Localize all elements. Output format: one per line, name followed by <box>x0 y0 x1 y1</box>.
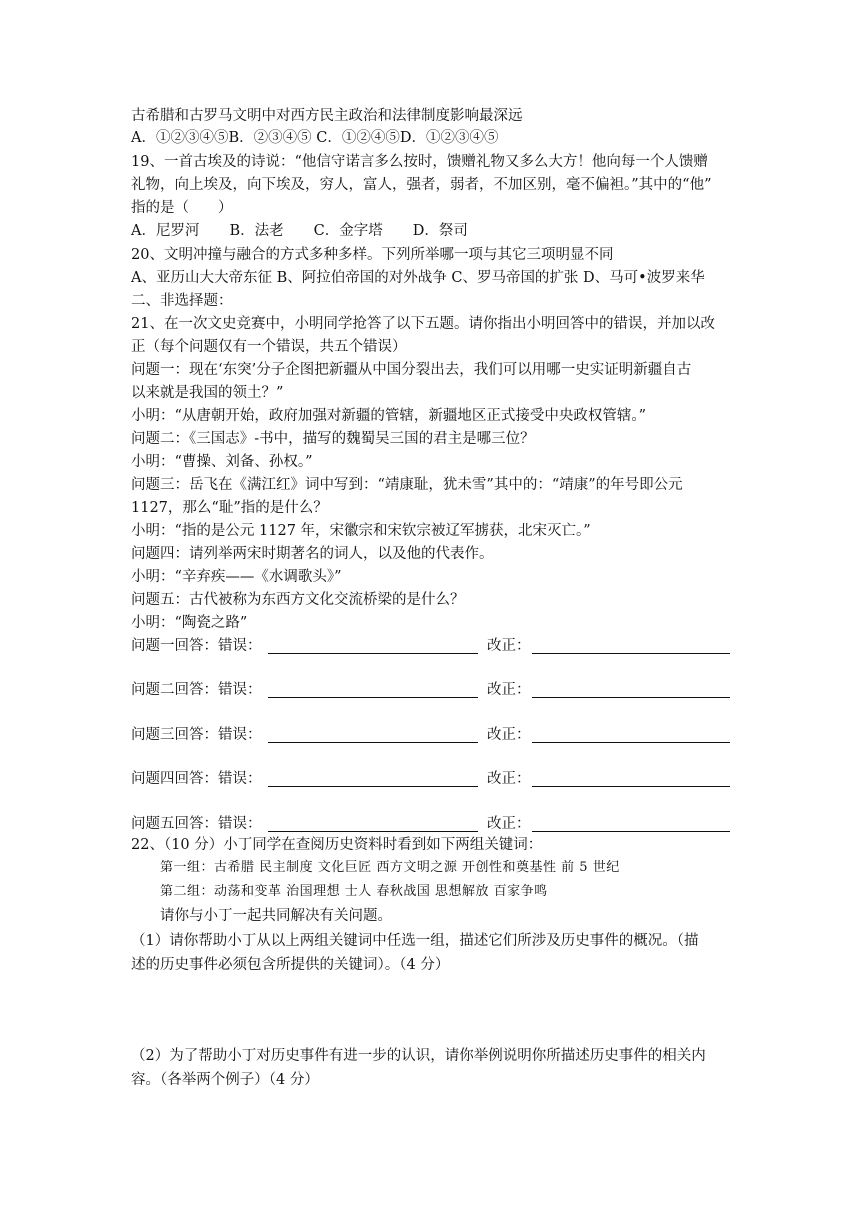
error-blank[interactable] <box>268 639 478 654</box>
q21-answer4: 小明：“辛弃疾——《水调歌头》” <box>131 569 342 585</box>
q21-answer2: 小明：“曹操、刘备、孙权。” <box>131 454 313 470</box>
fix-label: 改正： <box>487 638 531 654</box>
q22-part2-2: 容。（各举两个例子）（4 分） <box>131 1072 319 1088</box>
fix-blank[interactable] <box>532 772 730 787</box>
q19-stem-3: 指的是（ ） <box>131 200 233 216</box>
q19-option-b: B．法老 <box>229 223 284 239</box>
fix-label: 改正： <box>487 816 531 832</box>
q20-options: A、亚历山大大帝东征 B、阿拉伯帝国的对外战争 C、罗马帝国的扩张 D、马可•波罗来华 <box>131 270 705 286</box>
q21-problem2: 问题二：《三国志》-书中，描写的魏蜀吴三国的君主是哪三位？ <box>131 431 535 447</box>
q21-answer1: 小明：“从唐朝开始，政府加强对新疆的管辖，新疆地区正式接受中央政权管辖。” <box>131 408 647 424</box>
q22-part1-2: 述的历史事件必须包含所提供的关键词）。（4 分） <box>131 957 450 973</box>
q21-problem3-2: 1127，那么“耻”指的是什么？ <box>131 500 328 516</box>
error-blank[interactable] <box>268 772 478 787</box>
answer-label: 问题四回答：错误： <box>131 771 262 787</box>
answer-label: 问题二回答：错误： <box>131 682 262 698</box>
q21-stem-2: 正（每个问题仅有一个错误，共五个错误） <box>131 339 407 355</box>
keyword-group-2: 第二组：动荡和变革 治国理想 士人 春秋战国 思想解放 百家争鸣 <box>160 884 548 899</box>
q21-answer3: 小明：“指的是公元 1127 年，宋徽宗和宋钦宗被辽军掳获，北宋灭亡。” <box>131 523 591 539</box>
fix-blank[interactable] <box>532 639 730 654</box>
q21-problem1-1: 问题一：现在‘东突’分子企图把新疆从中国分裂出去，我们可以用哪一史实证明新疆自古 <box>131 362 692 378</box>
fix-label: 改正： <box>487 682 531 698</box>
q21-problem4: 问题四：请列举两宋时期著名的词人，以及他的代表作。 <box>131 546 494 562</box>
error-blank[interactable] <box>268 683 478 698</box>
q19-options <box>131 221 468 241</box>
q18-options: A．①②③④⑤B．②③④⑤ C．①②④⑤D．①②③④⑤ <box>131 130 499 146</box>
q22-part1-1: （1）请你帮助小丁从以上两组关键词中任选一组，描述它们所涉及历史事件的概况。（描 <box>131 933 699 949</box>
q18-text: 古希腊和古罗马文明中对西方民主政治和法律制度影响最深远 <box>131 108 523 124</box>
error-blank[interactable] <box>268 728 478 743</box>
q21-problem5: 问题五：古代被称为东西方文化交流桥梁的是什么？ <box>131 592 465 608</box>
q19-stem-2: 礼物，向上埃及，向下埃及，穷人，富人，强者，弱者，不加区别，毫不偏袒。”其中的“他” <box>131 177 712 193</box>
q19-option-a: A．尼罗河 <box>131 223 200 239</box>
fix-blank[interactable] <box>532 817 730 832</box>
answer-label: 问题三回答：错误： <box>131 727 262 743</box>
q22-stem: 22、（10 分）小丁同学在查阅历史资料时看到如下两组关键词： <box>131 837 543 853</box>
q19-option-c: C．金字塔 <box>313 223 383 239</box>
q21-problem3-1: 问题三：岳飞在《满江红》词中写到：“靖康耻，犹未雪”其中的：“靖康”的年号即公元 <box>131 477 683 493</box>
fix-blank[interactable] <box>532 728 730 743</box>
q21-problem1-2: 以来就是我国的领土？” <box>131 385 284 401</box>
fix-label: 改正： <box>487 771 531 787</box>
answer-label: 问题五回答：错误： <box>131 816 262 832</box>
answer-label: 问题一回答：错误： <box>131 638 262 654</box>
q22-instruction: 请你与小丁一起共同解决有关问题。 <box>160 908 392 924</box>
q20-stem: 20、文明冲撞与融合的方式多种多样。下列所举哪一项与其它三项明显不同 <box>131 247 614 263</box>
q21-stem-1: 21、在一次文史竞赛中，小明同学抢答了以下五题。请你指出小明回答中的错误，并加以改 <box>131 316 715 332</box>
fix-label: 改正： <box>487 727 531 743</box>
q22-part2-1: （2）为了帮助小丁对历史事件有进一步的认识，请你举例说明你所描述历史事件的相关内 <box>131 1048 706 1064</box>
fix-blank[interactable] <box>532 683 730 698</box>
q19-stem-1: 19、一首古埃及的诗说：“他信守诺言多么按时，馈赠礼物又多么大方！他向每一个人馈赠 <box>131 154 708 170</box>
keyword-group-1: 第一组：古希腊 民主制度 文化巨匠 西方文明之源 开创性和奠基性 前 5 世纪 <box>160 860 620 875</box>
q19-option-d: D．祭司 <box>412 223 468 239</box>
q21-answer5: 小明：“陶瓷之路” <box>131 615 248 631</box>
error-blank[interactable] <box>268 817 478 832</box>
section-heading: 二、非选择题： <box>131 293 233 309</box>
